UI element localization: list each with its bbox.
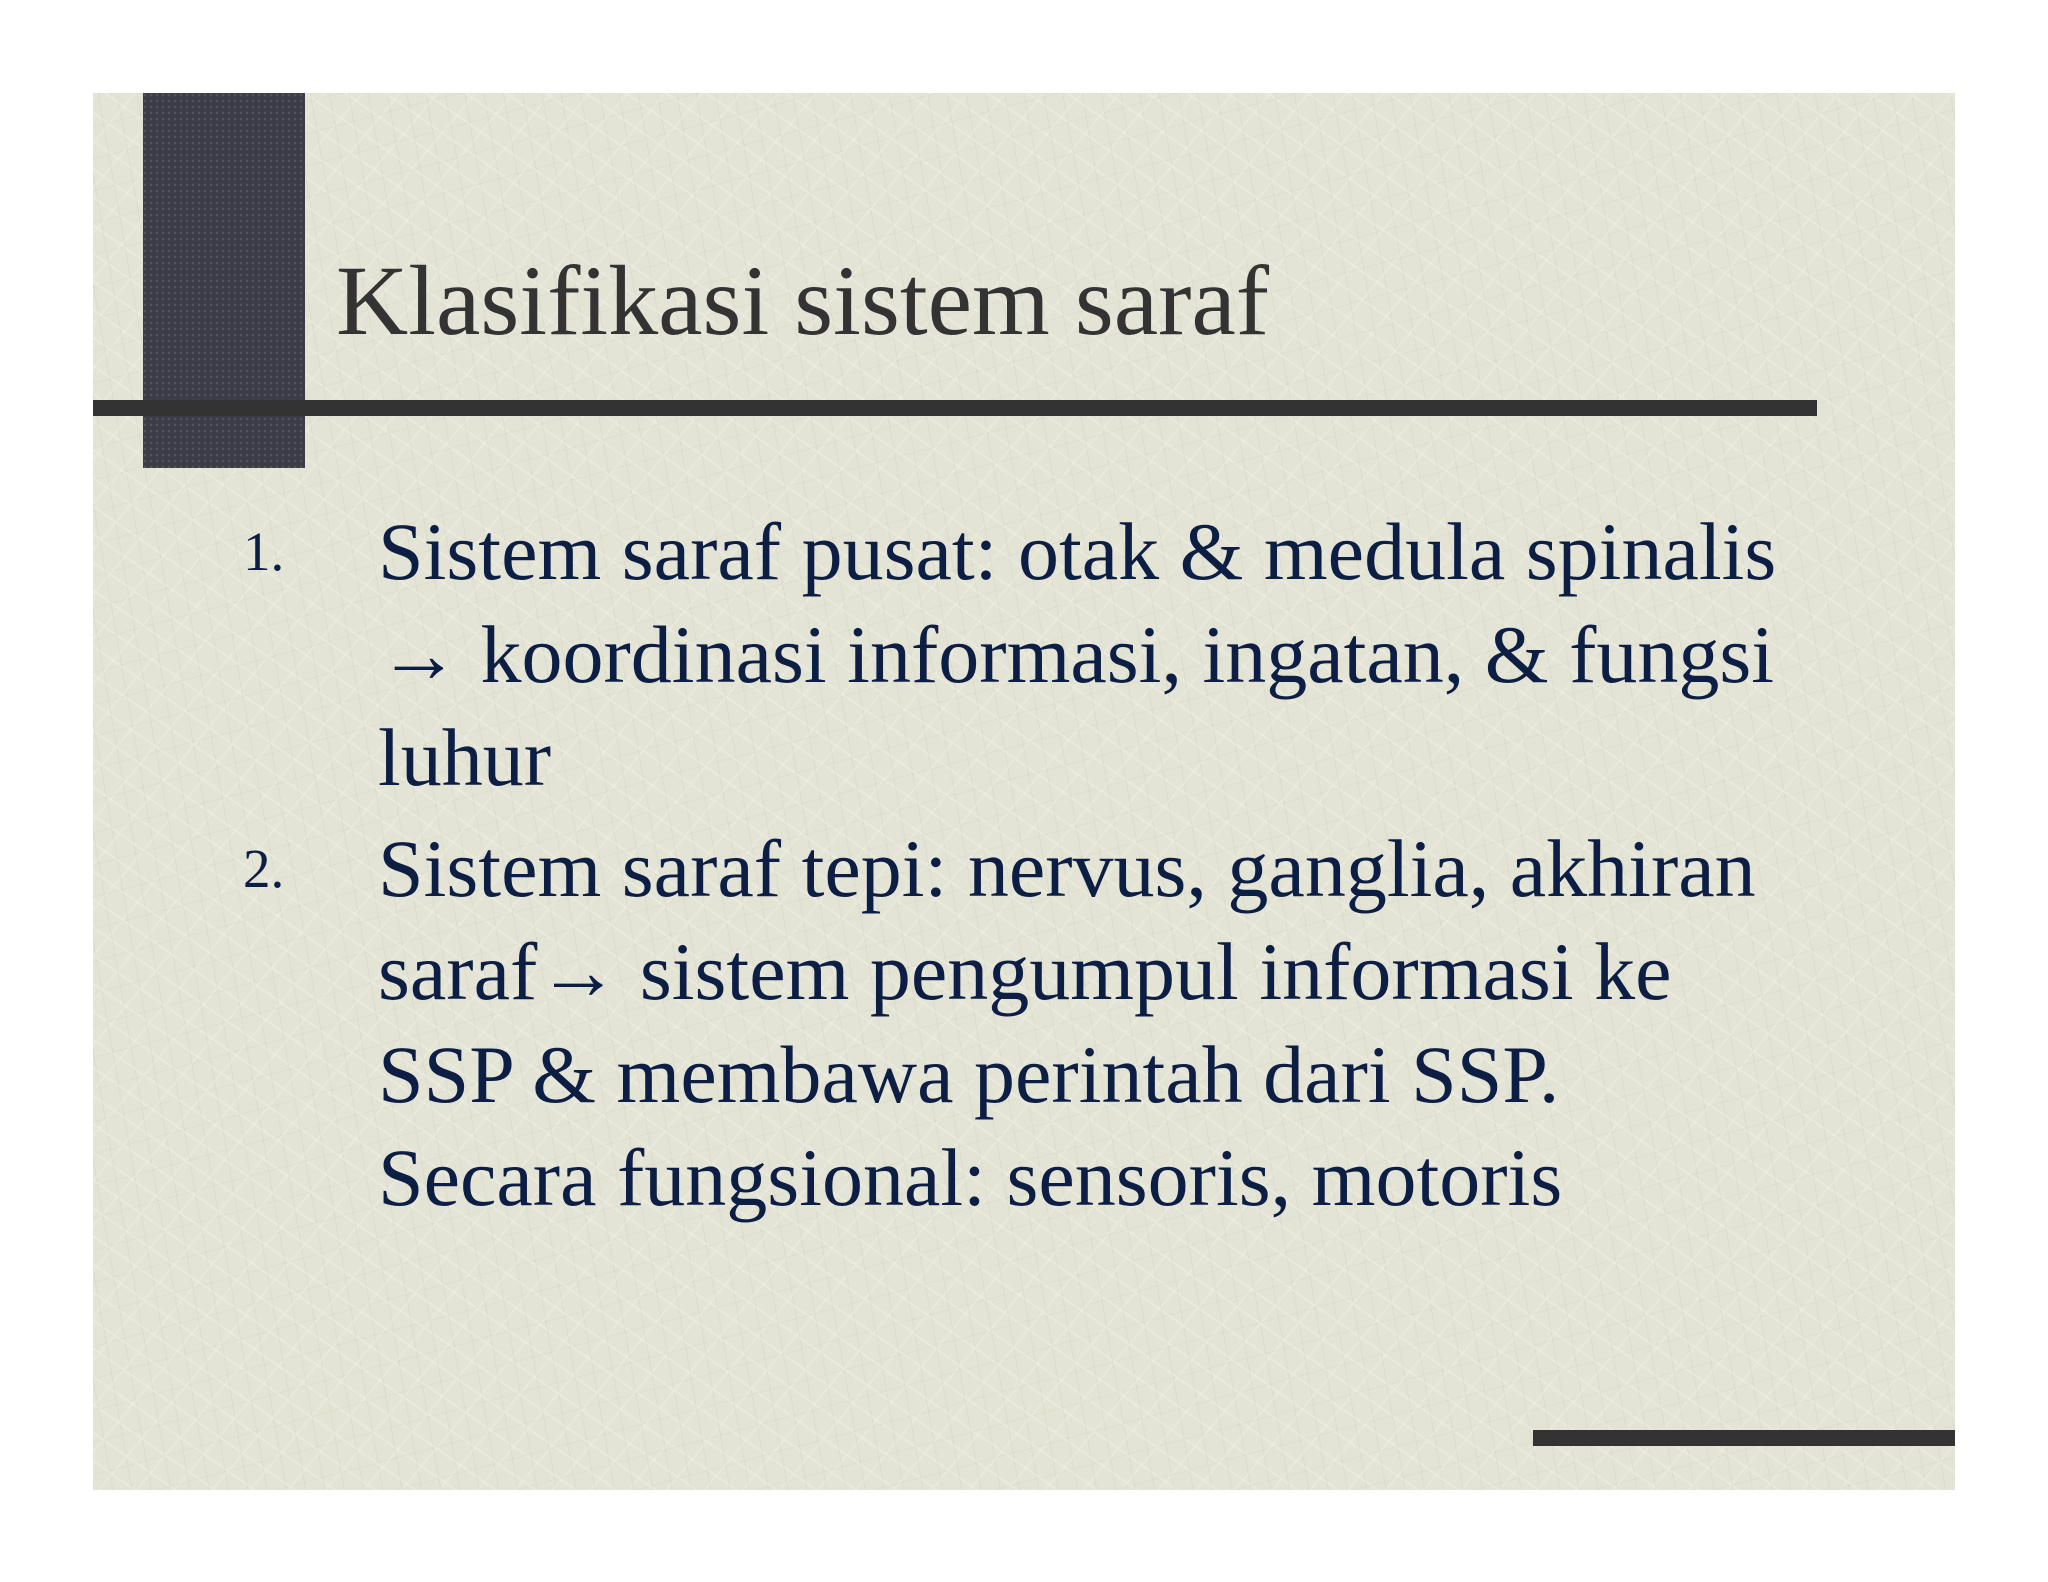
item-text [378, 500, 1903, 809]
list-item [243, 817, 1903, 1229]
content-list [243, 500, 1903, 1237]
item-line: → koordinasi informasi, ingatan, & fungsi [378, 609, 1775, 700]
item-number: 1. [243, 521, 285, 582]
footer-divider [1533, 1430, 1955, 1446]
item-number: 2. [243, 838, 285, 899]
slide [93, 93, 1955, 1490]
slide-title: Klasifikasi sistem saraf [336, 245, 1270, 356]
item-line: saraf→ sistem pengumpul informasi ke [378, 926, 1672, 1017]
list-item [243, 500, 1903, 809]
item-line: Secara fungsional: sensoris, motoris [378, 1132, 1563, 1223]
item-line: Sistem saraf pusat: otak & medula spinalis [378, 506, 1777, 597]
title-divider [93, 400, 1817, 416]
item-line: luhur [378, 712, 552, 803]
item-text [378, 817, 1903, 1229]
item-line: SSP & membawa perintah dari SSP. [378, 1029, 1560, 1120]
item-line: Sistem saraf tepi: nervus, ganglia, akhiran [378, 823, 1756, 914]
